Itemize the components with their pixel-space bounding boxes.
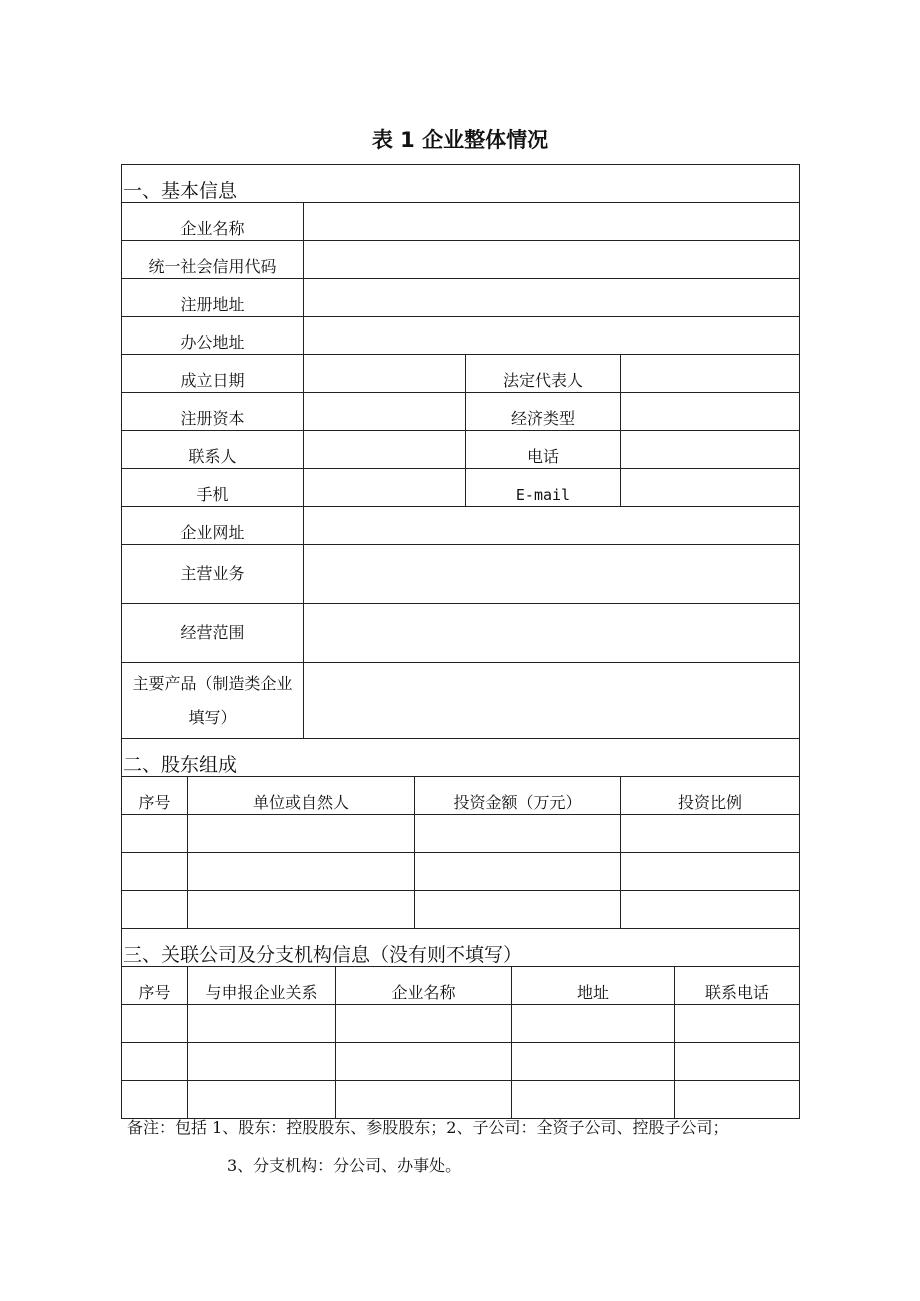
cell-input[interactable] bbox=[621, 815, 800, 853]
cell-input[interactable] bbox=[188, 815, 415, 853]
cell-input[interactable] bbox=[512, 1043, 675, 1081]
cell-input[interactable] bbox=[621, 853, 800, 891]
affiliates-table bbox=[121, 928, 800, 1119]
cell-input[interactable] bbox=[675, 1043, 800, 1081]
label-company-name: 企业名称 bbox=[122, 203, 304, 241]
cell-input[interactable] bbox=[336, 1043, 512, 1081]
col-header-company-name: 企业名称 bbox=[336, 967, 512, 1005]
field-office-address[interactable] bbox=[304, 317, 800, 355]
label-economic-type: 经济类型 bbox=[466, 393, 621, 431]
footnote-line-2: 3、分支机构：分公司、办事处。 bbox=[227, 1156, 462, 1175]
cell-input[interactable] bbox=[621, 891, 800, 929]
basic-info-table bbox=[121, 164, 800, 739]
label-phone: 电话 bbox=[466, 431, 621, 469]
cell-input[interactable] bbox=[188, 891, 415, 929]
cell-input[interactable] bbox=[122, 1081, 188, 1119]
table-row bbox=[122, 1043, 800, 1081]
label-office-address: 办公地址 bbox=[122, 317, 304, 355]
label-email: E-mail bbox=[466, 469, 621, 507]
form-sheet bbox=[121, 164, 799, 1119]
cell-input[interactable] bbox=[188, 853, 415, 891]
label-main-products bbox=[122, 663, 304, 739]
label-website: 企业网址 bbox=[122, 507, 304, 545]
cell-input[interactable] bbox=[122, 853, 188, 891]
cell-input[interactable] bbox=[188, 1043, 336, 1081]
footnote-line-1: 备注：包括 1、股东：控股股东、参股股东；2、子公司：全资子公司、控股子公司； bbox=[127, 1118, 729, 1137]
col-header-index: 序号 bbox=[122, 967, 188, 1005]
field-legal-rep[interactable] bbox=[621, 355, 800, 393]
label-contact: 联系人 bbox=[122, 431, 304, 469]
field-business-scope[interactable] bbox=[304, 604, 800, 663]
field-mobile[interactable] bbox=[304, 469, 466, 507]
cell-input[interactable] bbox=[512, 1081, 675, 1119]
table-row bbox=[122, 853, 800, 891]
label-credit-code: 统一社会信用代码 bbox=[122, 241, 304, 279]
cell-input[interactable] bbox=[415, 853, 621, 891]
section-heading-affiliates: 三、关联公司及分支机构信息（没有则不填写） bbox=[122, 929, 800, 967]
cell-input[interactable] bbox=[675, 1005, 800, 1043]
field-company-name[interactable] bbox=[304, 203, 800, 241]
col-header-address: 地址 bbox=[512, 967, 675, 1005]
cell-input[interactable] bbox=[512, 1005, 675, 1043]
field-contact[interactable] bbox=[304, 431, 466, 469]
label-reg-capital: 注册资本 bbox=[122, 393, 304, 431]
page-title: 表 1 企业整体情况 bbox=[371, 128, 549, 152]
col-header-shareholder: 单位或自然人 bbox=[188, 777, 415, 815]
cell-input[interactable] bbox=[675, 1081, 800, 1119]
field-phone[interactable] bbox=[621, 431, 800, 469]
cell-input[interactable] bbox=[122, 1005, 188, 1043]
label-main-business: 主营业务 bbox=[122, 545, 304, 604]
field-reg-address[interactable] bbox=[304, 279, 800, 317]
field-founded-date[interactable] bbox=[304, 355, 466, 393]
field-website[interactable] bbox=[304, 507, 800, 545]
table-row bbox=[122, 1081, 800, 1119]
cell-input[interactable] bbox=[415, 815, 621, 853]
label-main-products-line2: 填写） bbox=[188, 707, 237, 727]
cell-input[interactable] bbox=[415, 891, 621, 929]
label-reg-address: 注册地址 bbox=[122, 279, 304, 317]
label-legal-rep: 法定代表人 bbox=[466, 355, 621, 393]
shareholders-table bbox=[121, 738, 800, 929]
cell-input[interactable] bbox=[122, 815, 188, 853]
col-header-contact-phone: 联系电话 bbox=[675, 967, 800, 1005]
label-main-products-line1: 主要产品（制造类企业 bbox=[132, 673, 293, 693]
label-founded-date: 成立日期 bbox=[122, 355, 304, 393]
table-row bbox=[122, 1005, 800, 1043]
field-main-products[interactable] bbox=[304, 663, 800, 739]
col-header-investment: 投资金额（万元） bbox=[415, 777, 621, 815]
cell-input[interactable] bbox=[188, 1005, 336, 1043]
cell-input[interactable] bbox=[122, 891, 188, 929]
label-mobile: 手机 bbox=[122, 469, 304, 507]
cell-input[interactable] bbox=[122, 1043, 188, 1081]
field-economic-type[interactable] bbox=[621, 393, 800, 431]
label-business-scope: 经营范围 bbox=[122, 604, 304, 663]
cell-input[interactable] bbox=[336, 1081, 512, 1119]
field-credit-code[interactable] bbox=[304, 241, 800, 279]
table-row bbox=[122, 815, 800, 853]
field-reg-capital[interactable] bbox=[304, 393, 466, 431]
table-row bbox=[122, 891, 800, 929]
col-header-relation: 与申报企业关系 bbox=[188, 967, 336, 1005]
field-email[interactable] bbox=[621, 469, 800, 507]
cell-input[interactable] bbox=[336, 1005, 512, 1043]
section-heading-basic-info: 一、基本信息 bbox=[122, 165, 800, 203]
section-heading-shareholders: 二、股东组成 bbox=[122, 739, 800, 777]
col-header-ratio: 投资比例 bbox=[621, 777, 800, 815]
cell-input[interactable] bbox=[188, 1081, 336, 1119]
col-header-index: 序号 bbox=[122, 777, 188, 815]
field-main-business[interactable] bbox=[304, 545, 800, 604]
